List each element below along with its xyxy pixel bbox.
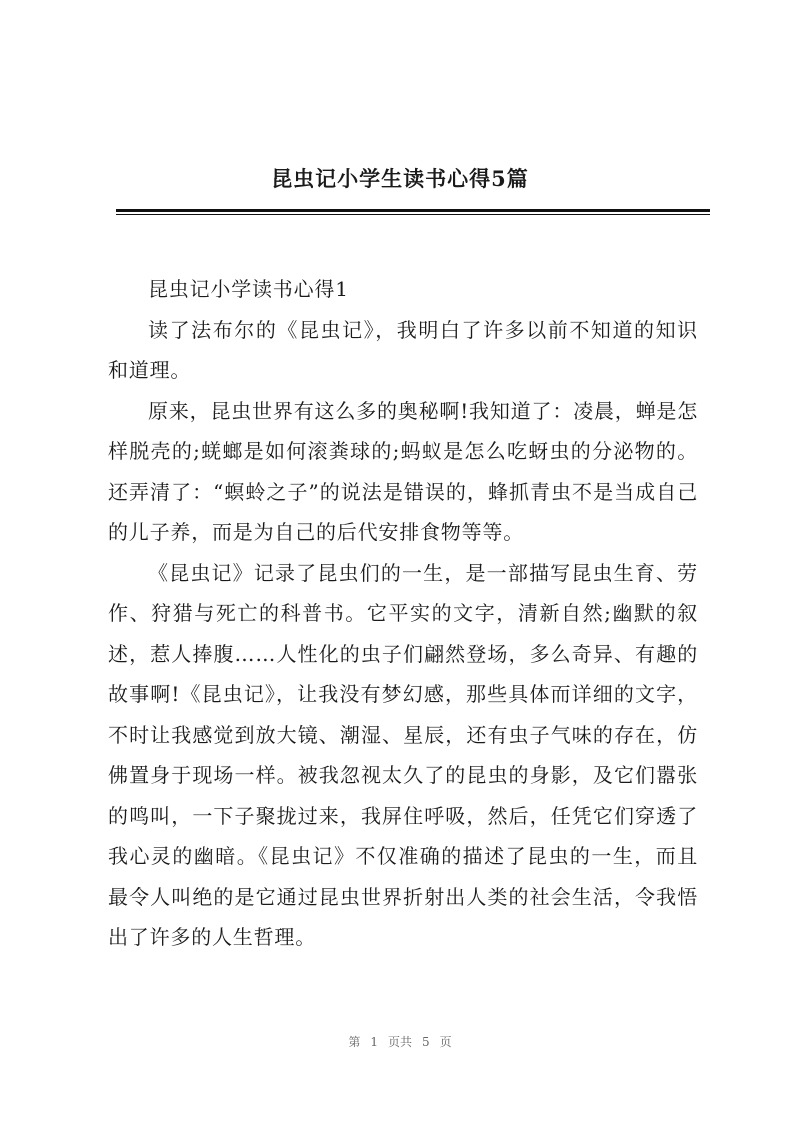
section-heading: 昆虫记小学读书心得1 (148, 277, 349, 301)
paragraph: 读了法布尔的《昆虫记》，我明白了许多以前不知道的知识和道理。 (108, 317, 698, 382)
paragraph: 《昆虫记》记录了昆虫们的一生，是一部描写昆虫生育、劳作、狩猎与死亡的科普书。它平实的文字，清新自然;幽默的叙述，惹人捧腹……人性化的虫子们翩然登场，多么奇异、有趣的故事啊!《昆虫记》，让我没有梦幻感，那些具体而详细的文字，不时让我感觉到放大镜、潮湿、星辰，还有虫子气味的存在，仿佛置身于现场一样。被我忽视太久了的昆虫的身影，及它们嚣张的鸣叫，一下子聚拢过来，我屏住呼吸，然后，任凭它们穿透了我心灵的幽暗。《昆虫记》不仅准确的描述了昆虫的一生，而且最令人叫绝的是它通过昆虫世界折射出人类的社会生活，令我悟出了许多的人生哲理。 (108, 560, 698, 949)
paragraph: 原来，昆虫世界有这么多的奥秘啊!我知道了：凌晨，蝉是怎样脱壳的;蜣螂是如何滚粪球的;蚂蚁是怎么吃蚜虫的分泌物的。还弄清了：“螟蛉之子”的说法是错误的，蜂抓青虫不是当成自己的儿子养，而是为自己的后代安排食物等等。 (108, 398, 698, 544)
title-divider-thick (116, 209, 710, 212)
footer-suffix: 页 (439, 1035, 452, 1049)
footer-total-pages: 5 (422, 1035, 430, 1049)
document-body (108, 269, 698, 958)
title-divider-thin (116, 214, 710, 215)
footer-middle: 页共 (387, 1035, 412, 1049)
footer-current-page: 1 (370, 1035, 378, 1049)
footer-prefix: 第 (348, 1035, 361, 1049)
page-footer (0, 1033, 800, 1050)
document-title: 昆虫记小学生读书心得5篇 (271, 166, 529, 191)
